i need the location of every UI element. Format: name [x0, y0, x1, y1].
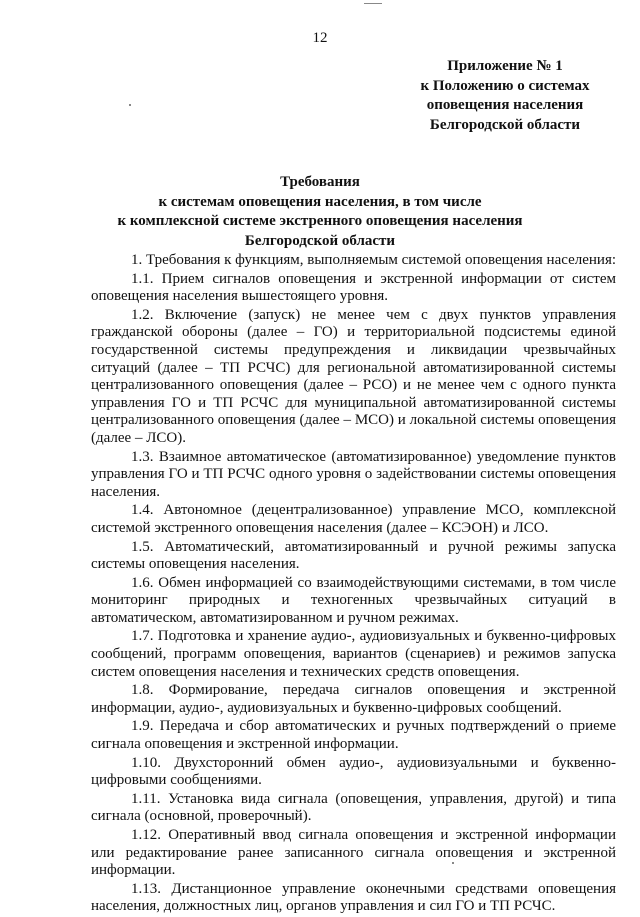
paragraph-1-11: 1.11. Установка вида сигнала (оповещения, управления, другой) и типа сигнала (основной, проверочный).	[91, 790, 616, 825]
paragraph-1-3: 1.3. Взаимное автоматическое (автоматизированное) уведомление пунктов управления ГО и ТП РСЧС одного уровня о задействовании системы оповещения населения.	[91, 448, 616, 500]
paragraph-1: 1. Требования к функциям, выполняемым системой оповещения населения:	[131, 252, 617, 268]
paragraph-1-1: 1.1. Прием сигналов оповещения и экстренной информации от систем оповещения населения вышестоящего уровня.	[91, 270, 616, 305]
scan-mark-top	[364, 3, 382, 4]
paragraph-1-13: 1.13. Дистанционное управление оконечными средствами оповещения населения, должностных лиц, органов управления и сил ГО и ТП РСЧС.	[91, 880, 616, 915]
appendix-header	[390, 57, 620, 135]
paragraph-1-10: 1.10. Двухсторонний обмен аудио-, аудиовизуальными и буквенно-цифровыми сообщениями.	[91, 754, 616, 789]
paragraph-1-5: 1.5. Автоматический, автоматизированный и ручной режимы запуска системы оповещения населения.	[91, 538, 616, 573]
paragraph-1-6: 1.6. Обмен информацией со взаимодействующими системами, в том числе мониторинг природных и техногенных чрезвычайных ситуаций в автоматическом, автоматизированном и ручном режимах.	[91, 574, 616, 626]
appendix-line-2: к Положению о системах	[420, 77, 590, 94]
appendix-line-3: оповещения населения	[426, 97, 584, 113]
paragraph-1-8: 1.8. Формирование, передача сигналов оповещения и экстренной информации, аудио-, аудиовизуальных и буквенно-цифровых сообщений.	[91, 682, 616, 716]
title-line-3: к комплексной системе экстренного оповещения населения	[117, 213, 523, 229]
paragraph-1-12: 1.12. Оперативный ввод сигнала оповещения и экстренной информации или редактирование ранее записанного сигнала оповещения и экстренной информации.	[91, 827, 616, 879]
title-line-1: Требования	[280, 174, 360, 190]
appendix-line-1: Приложение № 1	[447, 58, 563, 74]
paragraph-1-2: 1.2. Включение (запуск) не менее чем с двух пунктов управления гражданской обороны (далее – ГО) и территориальной подсистемы единой государственной системы предупреждения и ликвидации чрезвычайных ситуаций (далее – ТП РСЧС) для региональной автоматизированной системы централизованного оповещения (далее – РСО) и не менее чем с одного пункта управления ГО и ТП РСЧС для муниципальной автоматизированной системы централизованного оповещения (далее – МСО) и локальной системы оповещения (далее – ЛСО).	[91, 306, 616, 446]
appendix-line-4: Белгородской области	[429, 116, 581, 133]
title-line-4: Белгородской области	[244, 232, 396, 249]
scan-mark-dot	[129, 104, 131, 106]
page-number: 12	[312, 30, 328, 46]
paragraph-1-4: 1.4. Автономное (децентрализованное) управление МСО, комплексной системой экстренного оповещения населения (далее – КСЭОН) и ЛСО.	[91, 502, 616, 536]
paragraph-1-9: 1.9. Передача и сбор автоматических и ручных подтверждений о приеме сигнала оповещения и экстренной информации.	[91, 718, 616, 753]
title-line-2: к системам оповещения населения, в том числе	[158, 193, 482, 210]
document-title	[0, 173, 640, 251]
requirements-body	[91, 252, 616, 917]
paragraph-1-7: 1.7. Подготовка и хранение аудио-, аудиовизуальных и буквенно-цифровых сообщений, программ оповещения, вариантов (сценариев) и режимов запуска систем оповещения населения и технических средств оповещения.	[91, 628, 616, 680]
